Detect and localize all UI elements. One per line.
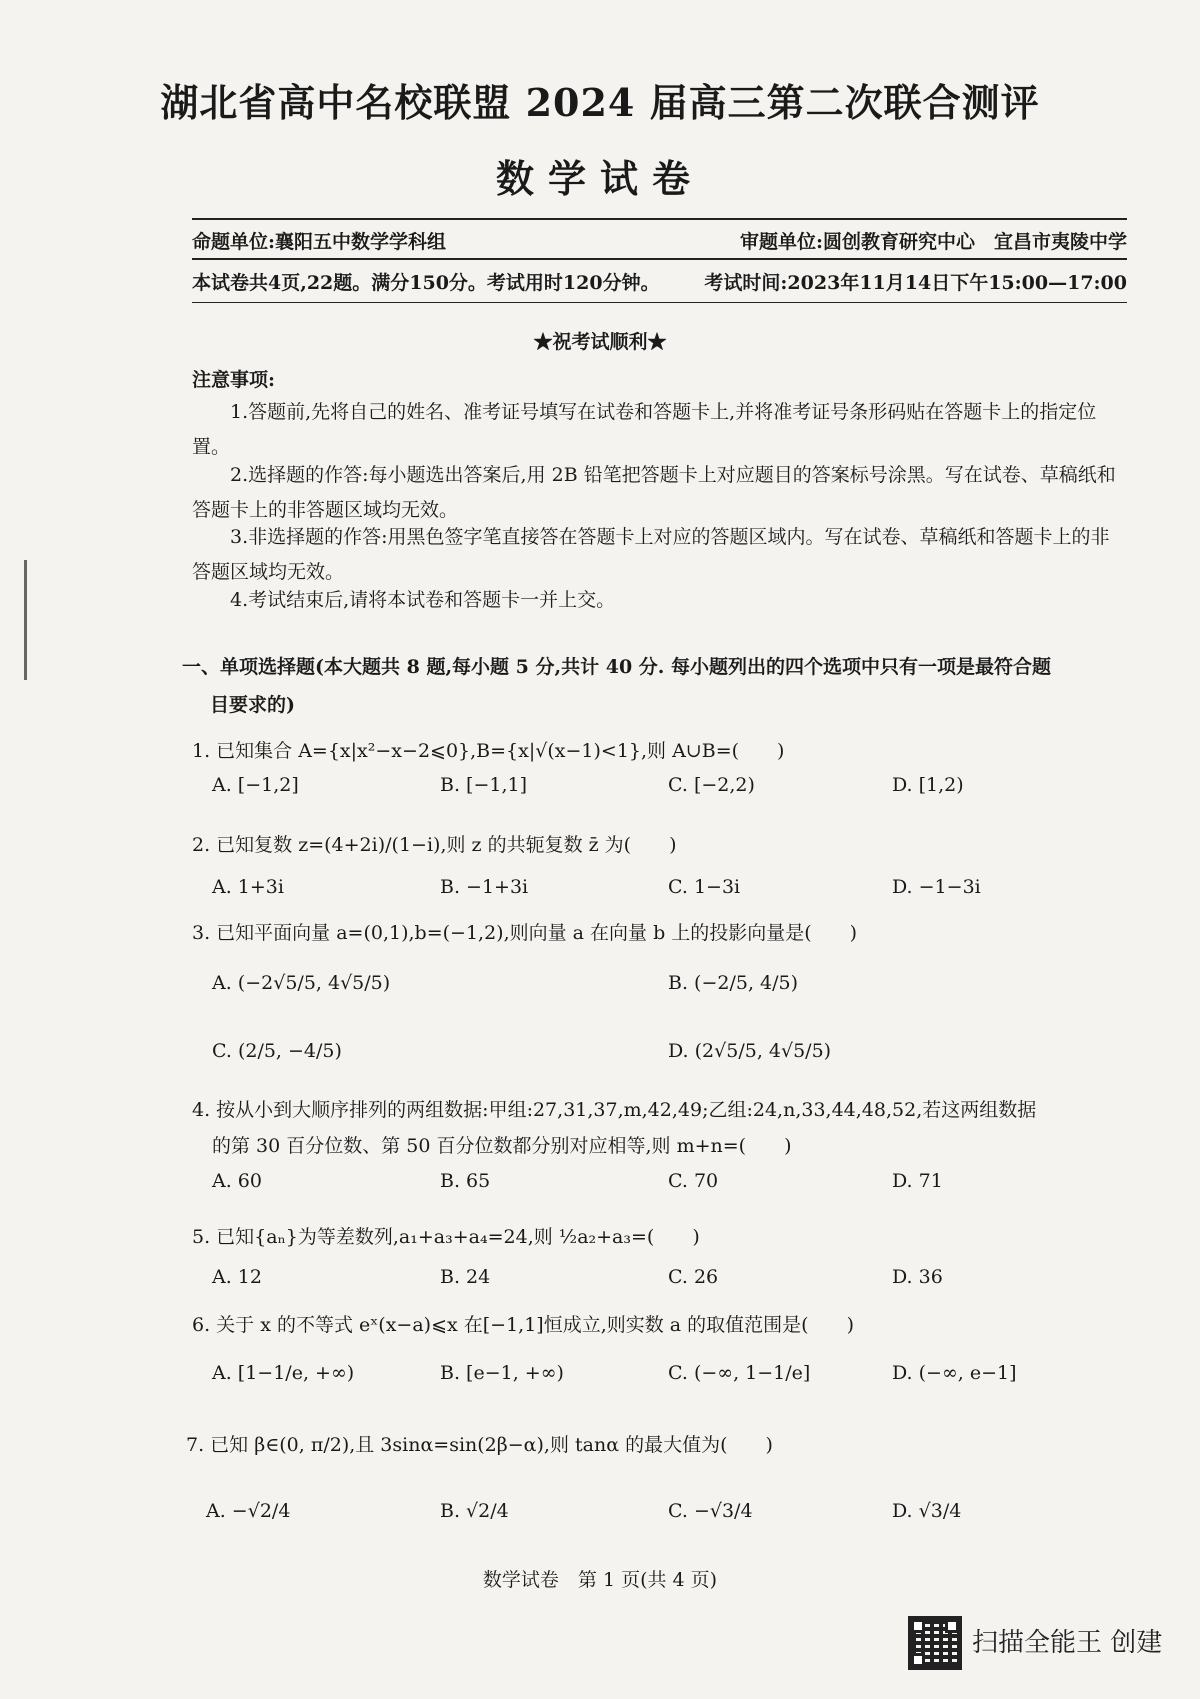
option-a: A. [1−1/e, +∞)	[212, 1362, 355, 1384]
proposer-text: 命题单位:襄阳五中数学学科组	[192, 231, 447, 253]
exam-subtitle: 数学试卷	[495, 156, 704, 201]
option-b: B. √2/4	[440, 1500, 509, 1522]
blessing-text: ★祝考试顺利★	[533, 331, 667, 353]
option-c: C. 70	[668, 1170, 719, 1192]
option-b: B. [e−1, +∞)	[440, 1362, 564, 1384]
option-d: D. 71	[892, 1170, 943, 1192]
option-c: C. (−∞, 1−1/e]	[668, 1362, 811, 1384]
option-b: B. 65	[440, 1170, 491, 1192]
option-b: B. (−2/5, 4/5)	[668, 972, 799, 994]
option-a: A. 1+3i	[212, 876, 284, 898]
option-a: A. 12	[212, 1266, 262, 1288]
option-b: B. [−1,1]	[440, 774, 528, 796]
reviewer-text: 审题单位:圆创教育研究中心 宜昌市夷陵中学	[739, 231, 1127, 253]
qr-finder-mark	[911, 1619, 925, 1633]
question-stem: 4. 按从小到大顺序排列的两组数据:甲组:27,31,37,m,42,49;乙组:24,n,33,44,48,52,若这两组数据	[192, 1099, 1037, 1121]
option-a: A. [−1,2]	[212, 774, 299, 796]
option-d: D. −1−3i	[892, 876, 981, 898]
question-stem: 1. 已知集合 A={x|x²−x−2⩽0},B={x|√(x−1)<1},则 A∪B=( )	[192, 740, 785, 762]
question-stem: 2. 已知复数 z=(4+2i)/(1−i),则 z 的共轭复数 z̄ 为( )	[192, 834, 677, 856]
option-c: C. 1−3i	[668, 876, 741, 898]
option-b: B. −1+3i	[440, 876, 529, 898]
option-b: B. 24	[440, 1266, 491, 1288]
qr-code-icon	[908, 1616, 962, 1670]
paper-info: 本试卷共4页,22题。满分150分。考试用时120分钟。	[192, 272, 660, 294]
note-item: 2.选择题的作答:每小题选出答案后,用 2B 铅笔把答题卡上对应题目的答案标号涂黑。写在试卷、草稿纸和答题卡上的非答题区域均无效。	[192, 464, 1116, 521]
question-stem: 6. 关于 x 的不等式 eˣ(x−a)⩽x 在[−1,1]恒成立,则实数 a 的取值范围是( )	[192, 1314, 854, 1336]
section-heading-cont: 目要求的)	[210, 694, 295, 716]
option-a: A. (−2√5/5, 4√5/5)	[212, 972, 391, 994]
qr-finder-mark	[945, 1619, 959, 1633]
section-heading: 一、单项选择题(本大题共 8 题,每小题 5 分,共计 40 分. 每小题列出的四个选项中只有一项是最符合题	[182, 656, 1052, 678]
exam-time: 考试时间:2023年11月14日下午15:00—17:00	[704, 272, 1127, 294]
header-rule-top	[192, 218, 1127, 220]
option-a: A. 60	[212, 1170, 262, 1192]
exam-title: 湖北省高中名校联盟 2024 届高三第二次联合测评	[160, 80, 1040, 125]
page-footer: 数学试卷 第 1 页(共 4 页)	[482, 1569, 718, 1591]
option-d: D. (−∞, e−1]	[892, 1362, 1017, 1384]
question-stem: 5. 已知{aₙ}为等差数列,a₁+a₃+a₄=24,则 ½a₂+a₃=( )	[192, 1226, 700, 1248]
option-d: D. (2√5/5, 4√5/5)	[668, 1040, 832, 1062]
header-rule-middle	[192, 258, 1127, 260]
question-stem: 3. 已知平面向量 a=(0,1),b=(−1,2),则向量 a 在向量 b 上的投影向量是( )	[192, 922, 858, 944]
option-d: D. 36	[892, 1266, 943, 1288]
note-item: 3.非选择题的作答:用黑色签字笔直接答在答题卡上对应的答题区域内。写在试卷、草稿纸和答题卡上的非答题区域均无效。	[192, 526, 1110, 583]
qr-finder-mark	[911, 1653, 925, 1667]
question-stem: 7. 已知 β∈(0, π/2),且 3sinα=sin(2β−α),则 tanα 的最大值为( )	[186, 1434, 773, 1456]
option-a: A. −√2/4	[206, 1500, 291, 1522]
scanner-watermark: 扫描全能王 创建	[972, 1628, 1163, 1658]
option-c: C. (2/5, −4/5)	[212, 1040, 342, 1062]
option-d: D. √3/4	[892, 1500, 962, 1522]
note-item: 1.答题前,先将自己的姓名、准考证号填写在试卷和答题卡上,并将准考证号条形码贴在答题卡上的指定位置。	[192, 401, 1097, 458]
note-item: 4.考试结束后,请将本试卷和答题卡一并上交。	[230, 589, 616, 611]
notes-heading: 注意事项:	[192, 369, 276, 391]
option-c: C. [−2,2)	[668, 774, 755, 796]
option-c: C. 26	[668, 1266, 719, 1288]
question-stem-cont: 的第 30 百分位数、第 50 百分位数都分别对应相等,则 m+n=( )	[212, 1135, 792, 1157]
scan-edge-mark	[24, 560, 27, 680]
option-d: D. [1,2)	[892, 774, 964, 796]
header-rule-bottom	[192, 302, 1127, 303]
option-c: C. −√3/4	[668, 1500, 753, 1522]
